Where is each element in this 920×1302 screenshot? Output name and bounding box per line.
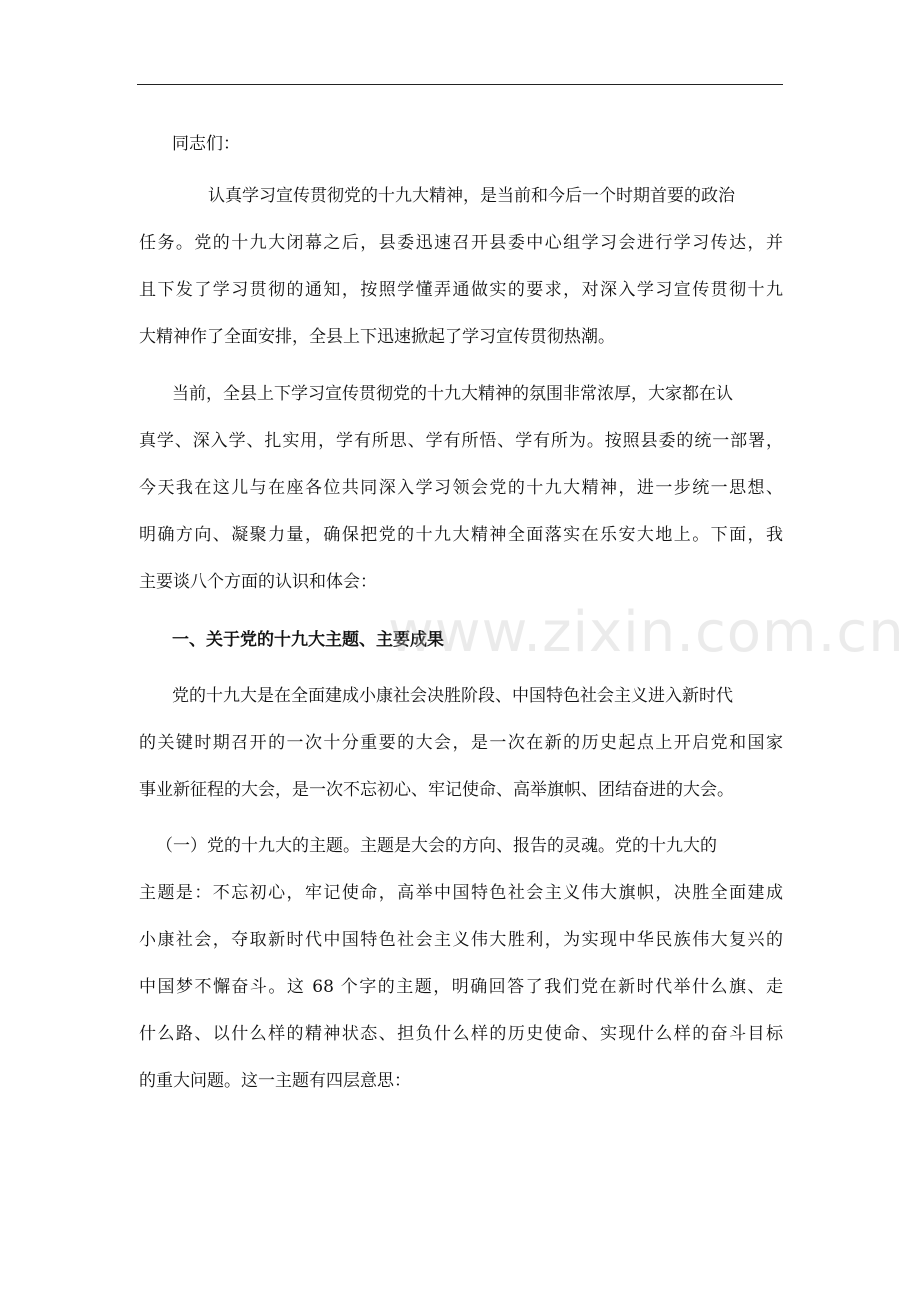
para3-line-3: 事业新征程的大会，是一次不忘初心、牢记使命、高举旗帜、团结奋进的大会。 [139,780,734,800]
para1-line-4: 大精神作了全面安排，全县上下迅速掀起了学习宣传贯彻热潮。 [139,327,615,347]
para1-line-3: 且下发了学习贯彻的通知，按照学懂弄通做实的要求，对深入学习宣传贯彻十九 [139,280,783,300]
para2-line-1: 当前，全县上下学习宣传贯彻党的十九大精神的氛围非常浓厚，大家都在认 [172,384,733,404]
para3-line-1: 党的十九大是在全面建成小康社会决胜阶段、中国特色社会主义进入新时代 [172,686,733,706]
para1-line-2: 任务。党的十九大闭幕之后，县委迅速召开县委中心组学习会进行学习传达，并 [139,233,783,253]
para4-line-4: 中国梦不懈奋斗。这 68 个字的主题，明确回答了我们党在新时代举什么旗、走 [139,977,783,997]
para4-line-3: 小康社会，夺取新时代中国特色社会主义伟大胜利，为实现中华民族伟大复兴的 [139,930,783,950]
para2-line-5: 主要谈八个方面的认识和体会： [139,572,377,592]
para4-line-6: 的重大问题。这一主题有四层意思： [139,1071,411,1091]
watermark: www.zixin.com.cn [388,600,905,665]
section-heading-1: 一、关于党的十九大主题、主要成果 [172,630,444,650]
para1-line-1: 认真学习宣传贯彻党的十九大精神，是当前和今后一个时期首要的政治 [208,186,735,206]
para2-line-2: 真学、深入学、扎实用，学有所思、学有所悟、学有所为。按照县委的统一部署， [139,431,783,451]
para2-line-3: 今天我在这儿与在座各位共同深入学习领会党的十九大精神，进一步统一思想、 [139,478,783,498]
para4-line-1: （一）党的十九大的主题。主题是大会的方向、报告的灵魂。党的十九大的 [156,836,717,856]
para4-line-5: 什么路、以什么样的精神状态、担负什么样的历史使命、实现什么样的奋斗目标 [139,1024,783,1044]
para2-line-4: 明确方向、凝聚力量，确保把党的十九大精神全面落实在乐安大地上。下面，我 [139,525,783,545]
para4-line-2: 主题是：不忘初心，牢记使命，高举中国特色社会主义伟大旗帜，决胜全面建成 [139,883,783,903]
para3-line-2: 的关键时期召开的一次十分重要的大会，是一次在新的历史起点上开启党和国家 [139,733,783,753]
greeting: 同志们： [172,134,240,154]
header-rule [137,84,783,85]
